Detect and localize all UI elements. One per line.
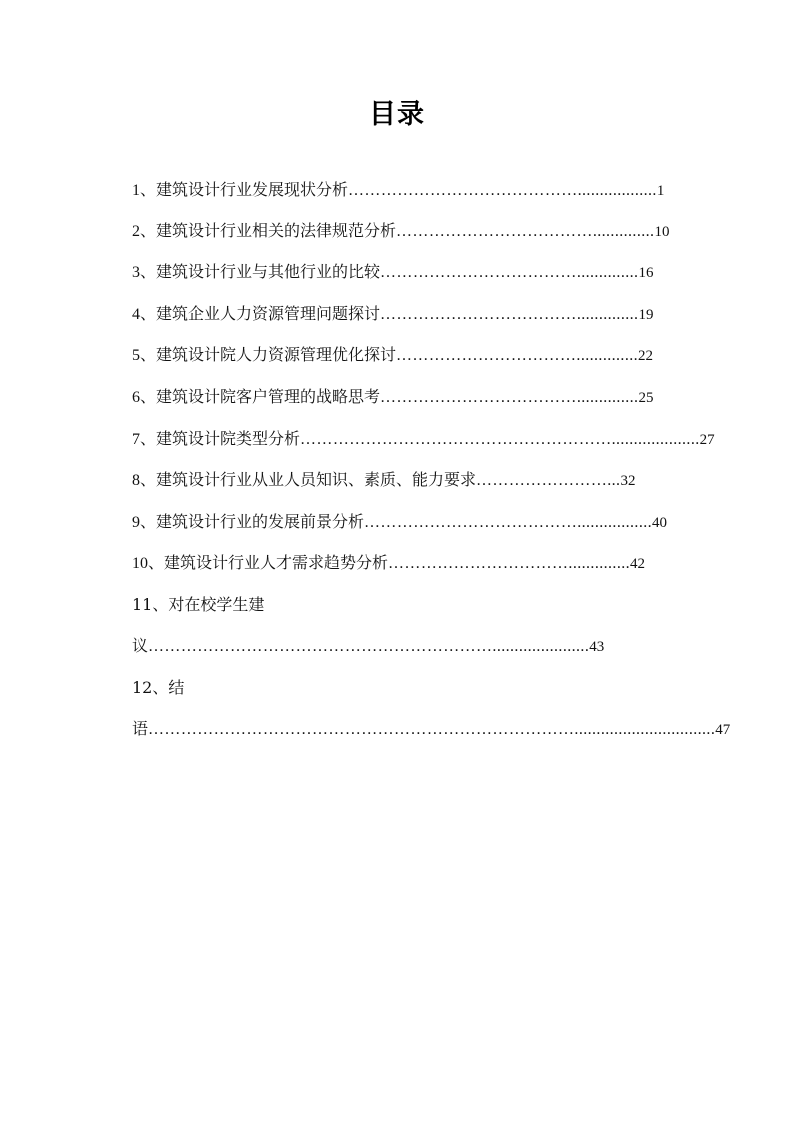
toc-leader-dots: ……………………………….............. [380,389,639,406]
toc-leader-dots: ……………………………………………………………………................................ [148,721,716,738]
toc-page-number: 22 [638,348,654,364]
toc-entry-number: 5、 [132,347,157,364]
toc-page-number: 47 [715,722,731,738]
toc-page-number: 1 [656,183,665,199]
toc-leader-dots: …………………………………................. [364,514,653,531]
toc-entry-label: 建筑设计行业的发展前景分析 [156,512,365,531]
toc-entry-11-heading[interactable] [132,593,264,617]
toc-entry-12-heading[interactable] [132,676,184,700]
toc-entry-7[interactable] [132,427,715,451]
toc-entry-label: 建筑设计行业与其他行业的比较 [156,262,381,281]
toc-leader-dots: ……………………………….............. [380,306,639,323]
toc-entry-label: 建筑设计行业人才需求趋势分析 [164,553,389,572]
toc-leader-dots: ………………………………………………….................... [300,431,700,448]
toc-entry-label: 建筑设计行业发展现状分析 [156,180,349,199]
toc-entry-8[interactable] [132,468,635,492]
toc-entry-label: 12、结 [132,678,185,697]
toc-entry-label: 建筑企业人力资源管理问题探讨 [156,304,381,323]
toc-leader-dots: …………………………….............. [396,347,639,364]
toc-entry-label: 11、对在校学生建 [132,595,265,614]
toc-entry-label: 建筑设计院人力资源管理优化探讨 [156,345,397,364]
toc-entry-number: 1、 [132,182,157,199]
toc-entry-label: 建筑设计院客户管理的战略思考 [156,387,381,406]
toc-page-number: 42 [630,556,646,572]
toc-entry-label: 建筑设计院类型分析 [156,429,301,448]
toc-entry-6[interactable] [132,385,653,409]
toc-page-number: 27 [699,432,715,448]
toc-entry-10[interactable] [132,551,645,575]
toc-entry-4[interactable] [132,302,653,326]
toc-page-number: 32 [620,473,636,489]
toc-entry-number: 10、 [132,555,165,572]
toc-leader-dots: ……………………... [476,472,621,489]
toc-entry-1[interactable] [132,178,664,202]
toc-entry-label: 建筑设计行业从业人员知识、素质、能力要求 [156,470,477,489]
toc-entry-label: 议 [132,636,149,655]
toc-page-number: 10 [654,224,670,240]
toc-entry-number: 9、 [132,514,157,531]
toc-entry-number: 7、 [132,431,157,448]
toc-leader-dots: ……………………………….............. [380,264,639,281]
toc-entry-12-continuation[interactable] [132,717,730,741]
toc-leader-dots: ………………………………………………………...................... [148,638,590,655]
toc-leader-dots: …………………………………….................. [348,182,657,199]
toc-entry-number: 4、 [132,306,157,323]
toc-entry-label: 建筑设计行业相关的法律规范分析 [156,221,397,240]
toc-entry-5[interactable] [132,343,653,367]
toc-entry-number: 8、 [132,472,157,489]
toc-entry-label: 语 [132,719,149,738]
toc-leader-dots: ……………………………….............. [396,223,655,240]
toc-entry-2[interactable] [132,219,669,243]
toc-entry-number: 3、 [132,264,157,281]
toc-title: 目录 [369,99,425,130]
toc-entry-11-continuation[interactable] [132,634,604,658]
toc-page-number: 16 [638,265,654,281]
toc-page-number: 19 [638,307,654,323]
toc-page-number: 40 [652,515,668,531]
toc-entry-9[interactable] [132,510,667,534]
toc-page-number: 43 [589,639,605,655]
toc-entry-number: 2、 [132,223,157,240]
toc-page-number: 25 [638,390,654,406]
toc-entry-3[interactable] [132,260,653,284]
toc-leader-dots: …………………………….............. [388,555,631,572]
toc-entry-number: 6、 [132,389,157,406]
